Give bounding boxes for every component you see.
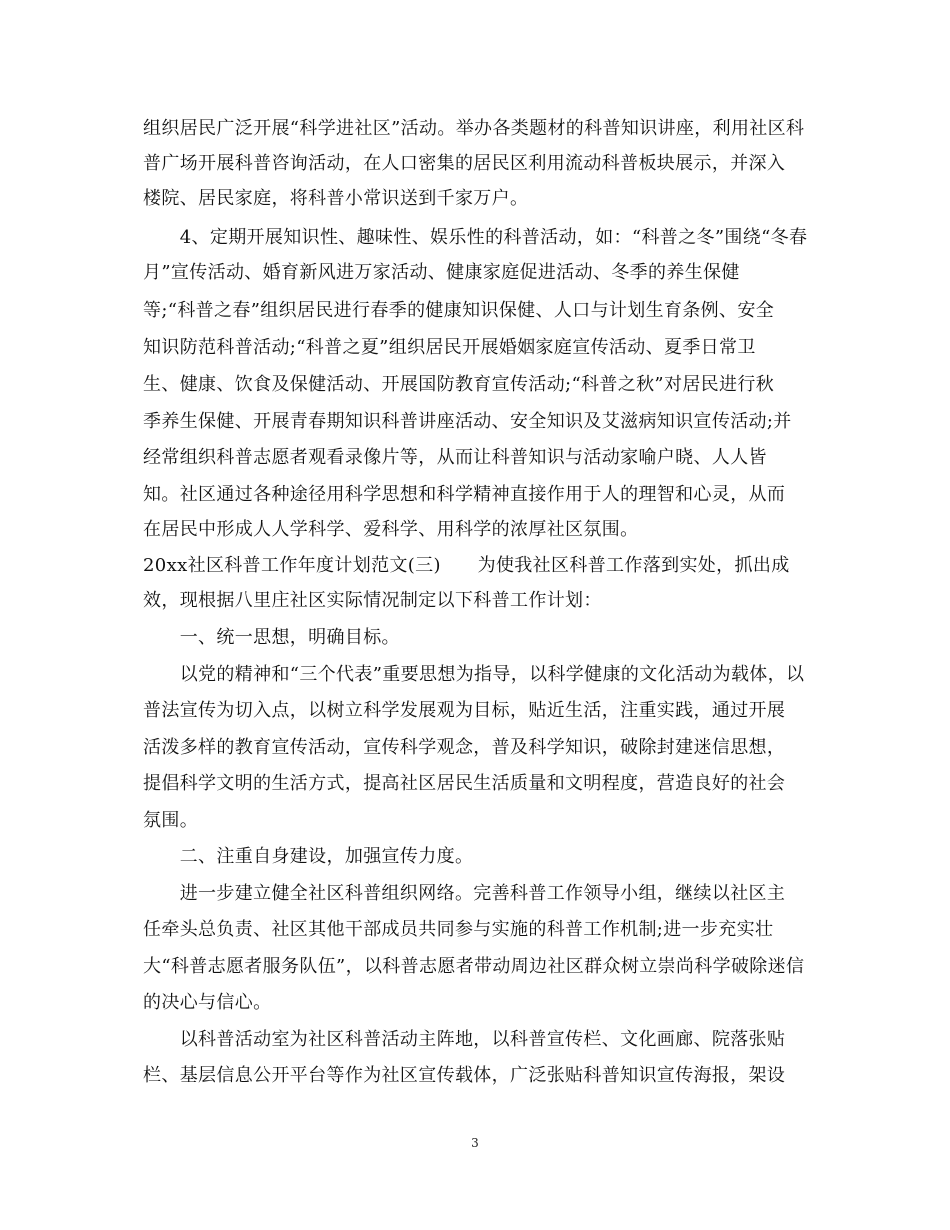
body-text-line: 普广场开展科普咨询活动，在人口密集的居民区利用流动科普板块展示，并深入 [143, 153, 786, 174]
subheading-line: 一、统一思想，明确目标。 [143, 627, 400, 648]
body-text-line: 经常组织科普志愿者观看录像片等，从而让科普知识与活动家喻户晓、人人皆 [143, 447, 767, 468]
body-text-line: 大“科普志愿者服务队伍”，以科普志愿者带动周边社区群众树立崇尚科学破除迷信 [143, 956, 805, 977]
body-text-line: 任牵头总负责、社区其他干部成员共同参与实施的科普工作机制;进一步充实壮 [143, 919, 774, 940]
body-text-line: 生、健康、饮食及保健活动、开展国防教育宣传活动;“科普之秋”对居民进行秋 [143, 374, 775, 395]
page-number: 3 [471, 1136, 479, 1150]
body-text-line: 4、定期开展知识性、趣味性、娱乐性的科普活动，如：“科普之冬”围绕“冬春 [143, 227, 808, 248]
body-text-line: 的决心与信心。 [143, 992, 272, 1013]
body-text-line: 普法宣传为切入点，以树立科学发展观为目标，贴近生活，注重实践，通过开展 [143, 700, 786, 721]
body-text-line: 活泼多样的教育宣传活动，宣传科学观念，普及科学知识，破除封建迷信思想， [143, 737, 786, 758]
body-text-line: 楼院、居民家庭，将科普小常识送到千家万户。 [143, 188, 529, 209]
body-text-line: 在居民中形成人人学科学、爱科学、用科学的浓厚社区氛围。 [143, 519, 639, 540]
body-text-line: 等;“科普之春”组织居民进行春季的健康知识保健、人口与计划生育条例、安全 [143, 300, 775, 321]
body-text-line: 氛围。 [143, 810, 199, 831]
body-text-line: 进一步建立健全社区科普组织网络。完善科普工作领导小组，继续以社区主 [143, 883, 786, 904]
subheading-line: 二、注重自身建设，加强宣传力度。 [143, 846, 474, 867]
body-text-line: 以科普活动室为社区科普活动主阵地，以科普宣传栏、文化画廊、院落张贴 [143, 1029, 786, 1050]
body-text-line: 月”宣传活动、婚育新风进万家活动、健康家庭促进活动、冬季的养生保健 [143, 262, 740, 283]
body-text-line: 知。社区通过各种途径用科学思想和科学精神直接作用于人的理智和心灵，从而 [143, 484, 786, 505]
body-text-line: 提倡科学文明的生活方式，提高社区居民生活质量和文明程度，营造良好的社会 [143, 773, 786, 794]
body-text-line: 知识防范科普活动;“科普之夏”组织居民开展婚姻家庭宣传活动、夏季日常卫 [143, 337, 756, 358]
body-text-line: 季养生保健、开展青春期知识科普讲座活动、安全知识及艾滋病知识宣传活动;并 [143, 411, 792, 432]
body-text-line: 以党的精神和“三个代表”重要思想为指导，以科学健康的文化活动为载体，以 [143, 664, 805, 685]
body-text-line: 组织居民广泛开展“科学进社区”活动。举办各类题材的科普知识讲座，利用社区科 [143, 118, 805, 139]
body-text-line: 效，现根据八里庄社区实际情况制定以下科普工作计划： [143, 590, 602, 611]
body-text-line: 栏、基层信息公开平台等作为社区宣传载体，广泛张贴科普知识宣传海报，架设 [143, 1065, 786, 1086]
section-heading-line: 20xx社区科普工作年度计划范文(三) 为使我社区科普工作落到实处，抓出成 [143, 555, 790, 576]
